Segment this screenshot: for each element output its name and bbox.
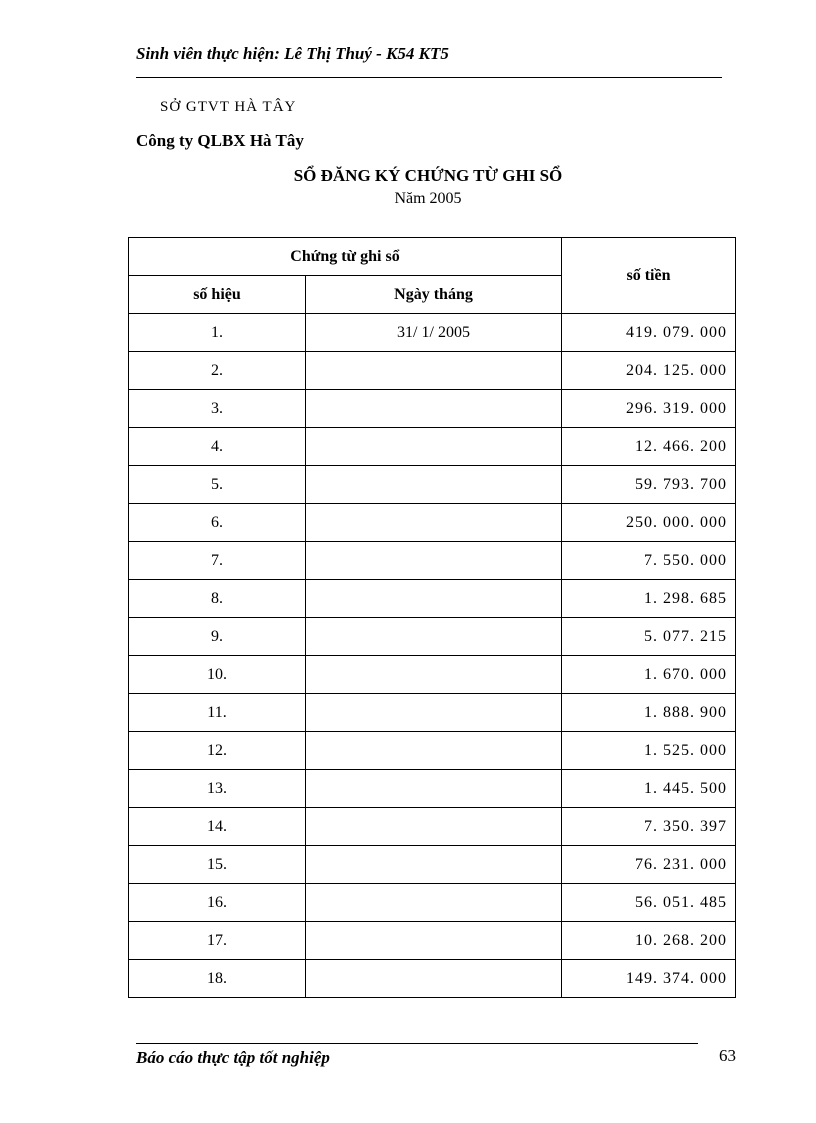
- cell-number: 2.: [129, 352, 306, 390]
- table-row: [129, 694, 736, 732]
- cell-amount: 12. 466. 200: [562, 428, 736, 466]
- table-row: [129, 808, 736, 846]
- cell-number: 1.: [129, 314, 306, 352]
- cell-date: [306, 884, 562, 922]
- page-header-author: Sinh viên thực hiện: Lê Thị Thuý - K54 KT5: [136, 44, 449, 63]
- cell-amount: 76. 231. 000: [562, 846, 736, 884]
- cell-amount: 250. 000. 000: [562, 504, 736, 542]
- cell-amount: 56. 051. 485: [562, 884, 736, 922]
- header-divider: [136, 77, 722, 78]
- header-number: số hiệu: [129, 276, 306, 314]
- header-amount: số tiền: [562, 238, 736, 314]
- table-row: [129, 770, 736, 808]
- table-row: [129, 314, 736, 352]
- company-name: Công ty QLBX Hà Tây: [136, 131, 304, 150]
- cell-date: [306, 428, 562, 466]
- cell-amount: 296. 319. 000: [562, 390, 736, 428]
- cell-number: 5.: [129, 466, 306, 504]
- cell-date: [306, 846, 562, 884]
- document-title: SỔ ĐĂNG KÝ CHỨNG TỪ GHI SỔ: [293, 166, 563, 185]
- cell-date: [306, 466, 562, 504]
- cell-amount: 1. 445. 500: [562, 770, 736, 808]
- voucher-register-table: [128, 237, 736, 998]
- cell-amount: 7. 350. 397: [562, 808, 736, 846]
- table-row: [129, 542, 736, 580]
- cell-date: [306, 390, 562, 428]
- table-row: [129, 960, 736, 998]
- cell-number: 17.: [129, 922, 306, 960]
- cell-date: [306, 960, 562, 998]
- cell-number: 16.: [129, 884, 306, 922]
- cell-date: [306, 694, 562, 732]
- footer-divider: [136, 1043, 698, 1044]
- cell-amount: 10. 268. 200: [562, 922, 736, 960]
- cell-amount: 7. 550. 000: [562, 542, 736, 580]
- table-row: [129, 884, 736, 922]
- cell-amount: 1. 670. 000: [562, 656, 736, 694]
- cell-number: 10.: [129, 656, 306, 694]
- cell-number: 8.: [129, 580, 306, 618]
- cell-amount: 1. 525. 000: [562, 732, 736, 770]
- cell-date: [306, 504, 562, 542]
- cell-number: 18.: [129, 960, 306, 998]
- table-row: [129, 618, 736, 656]
- cell-number: 11.: [129, 694, 306, 732]
- cell-amount: 5. 077. 215: [562, 618, 736, 656]
- table-row: [129, 922, 736, 960]
- document-year: Năm 2005: [394, 190, 462, 207]
- cell-date: [306, 352, 562, 390]
- page-number: 63: [719, 1046, 736, 1065]
- department-name: SỞ GTVT HÀ TÂY: [160, 99, 297, 115]
- table-row: [129, 428, 736, 466]
- cell-number: 12.: [129, 732, 306, 770]
- cell-date: [306, 656, 562, 694]
- cell-amount: 1. 888. 900: [562, 694, 736, 732]
- footer-report-title: Báo cáo thực tập tốt nghiệp: [136, 1048, 330, 1067]
- table-body: [129, 314, 736, 998]
- cell-amount: 149. 374. 000: [562, 960, 736, 998]
- cell-amount: 1. 298. 685: [562, 580, 736, 618]
- table-row: [129, 656, 736, 694]
- cell-date: [306, 618, 562, 656]
- table-row: [129, 352, 736, 390]
- group-header-vouchers: Chứng từ ghi sổ: [129, 238, 562, 276]
- cell-amount: 204. 125. 000: [562, 352, 736, 390]
- cell-number: 15.: [129, 846, 306, 884]
- table-row: [129, 504, 736, 542]
- cell-number: 9.: [129, 618, 306, 656]
- cell-date: [306, 732, 562, 770]
- cell-number: 4.: [129, 428, 306, 466]
- cell-number: 6.: [129, 504, 306, 542]
- cell-date: [306, 580, 562, 618]
- cell-number: 14.: [129, 808, 306, 846]
- table-row: [129, 846, 736, 884]
- table-row: [129, 466, 736, 504]
- cell-date: [306, 542, 562, 580]
- cell-date: 31/ 1/ 2005: [306, 314, 562, 352]
- table-row: [129, 580, 736, 618]
- cell-amount: 59. 793. 700: [562, 466, 736, 504]
- cell-amount: 419. 079. 000: [562, 314, 736, 352]
- cell-number: 13.: [129, 770, 306, 808]
- header-date: Ngày tháng: [306, 276, 562, 314]
- cell-date: [306, 808, 562, 846]
- cell-date: [306, 770, 562, 808]
- cell-number: 3.: [129, 390, 306, 428]
- table-row: [129, 390, 736, 428]
- cell-date: [306, 922, 562, 960]
- cell-number: 7.: [129, 542, 306, 580]
- table-row: [129, 732, 736, 770]
